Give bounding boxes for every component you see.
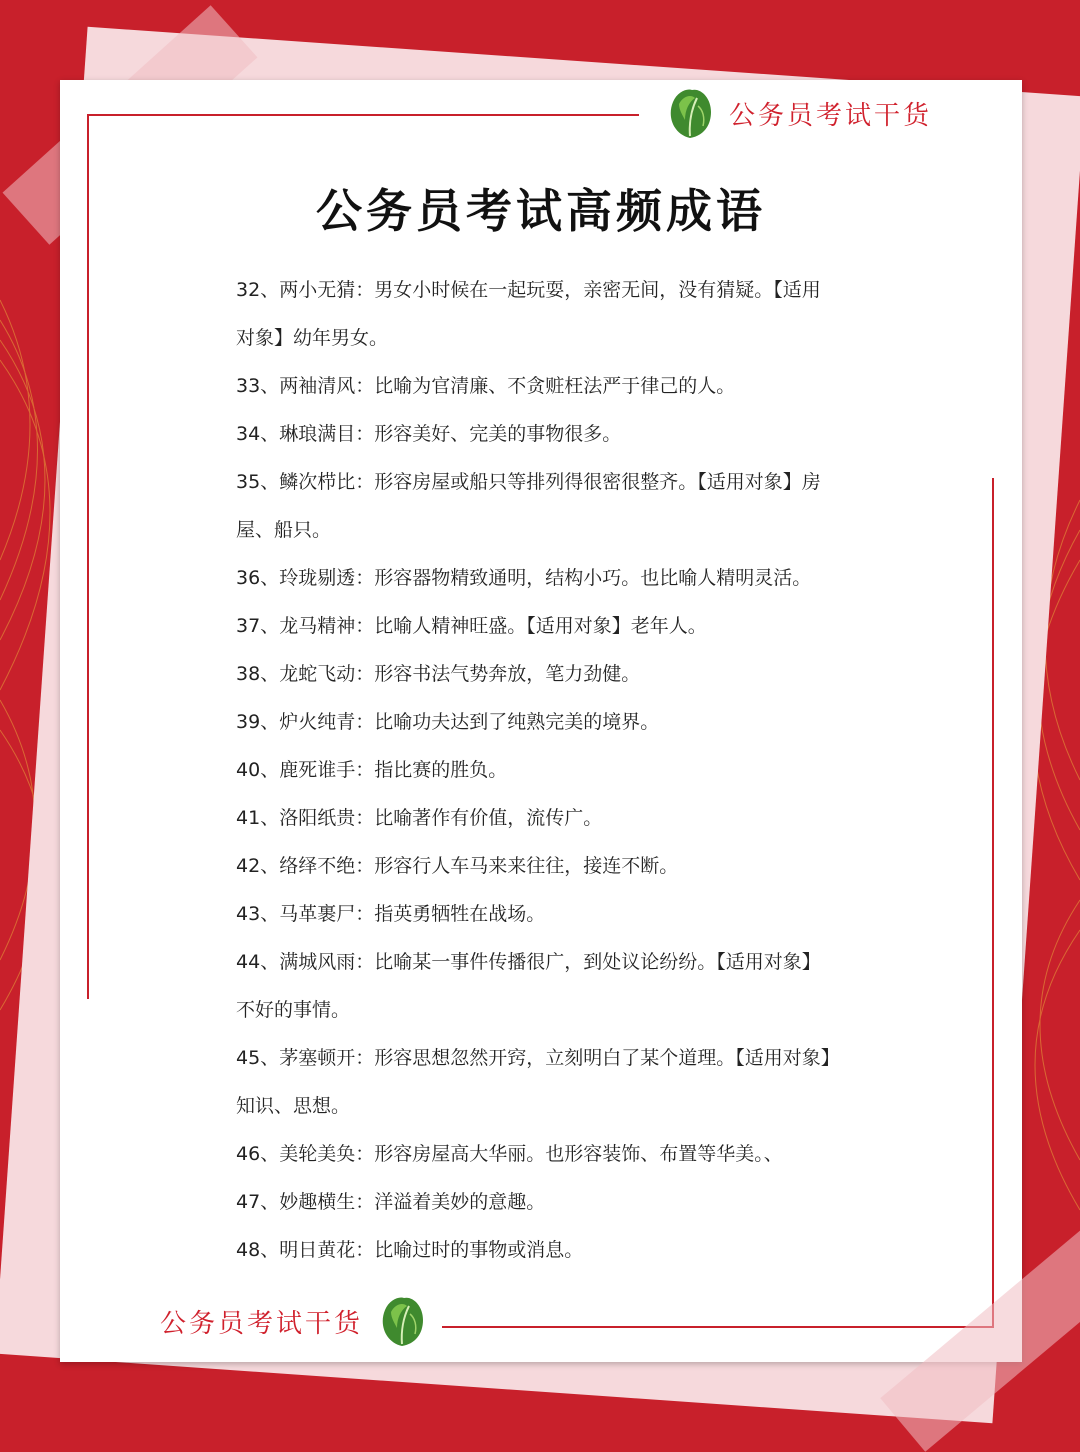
idiom-entry: [236, 842, 856, 890]
bottom-red-rule: [442, 1326, 994, 1328]
idiom-text: 、两袖清风：比喻为官清廉、不贪赃枉法严于律己的人。: [260, 375, 736, 397]
idiom-number: 33: [236, 375, 261, 397]
left-red-rule: [87, 114, 89, 999]
idiom-text: 对象】幼年男女。: [236, 327, 389, 349]
idiom-number: 46: [236, 1143, 261, 1165]
idiom-text: 知识、思想。: [236, 1095, 351, 1117]
idiom-number: 40: [236, 759, 261, 781]
idiom-text: 、龙马精神：比喻人精神旺盛。【适用对象】老年人。: [260, 615, 707, 637]
idiom-entry-continuation: [236, 986, 856, 1034]
idiom-text: 、洛阳纸贵：比喻著作有价值，流传广。: [260, 807, 603, 829]
footer-brand: [160, 1294, 427, 1348]
top-red-rule: [87, 114, 639, 116]
idiom-entry: [236, 746, 856, 794]
idiom-number: 39: [236, 711, 261, 733]
idiom-text: 、马革裹尸：指英勇牺牲在战场。: [260, 903, 546, 925]
idiom-text: 、鹿死谁手：指比赛的胜负。: [260, 759, 508, 781]
idiom-entry: [236, 794, 856, 842]
idiom-number: 35: [236, 471, 261, 493]
idiom-entry: [236, 458, 856, 506]
right-red-rule: [992, 478, 994, 1328]
idiom-entry: [236, 1034, 856, 1082]
footer-brand-text: 公务员考试干货: [160, 1308, 364, 1339]
idiom-entry: [236, 1178, 856, 1226]
idiom-number: 32: [236, 279, 261, 301]
idiom-entry: [236, 602, 856, 650]
idiom-entry: [236, 362, 856, 410]
idiom-number: 37: [236, 615, 261, 637]
idiom-number: 44: [236, 951, 261, 973]
idiom-number: 41: [236, 807, 261, 829]
idiom-entry: [236, 554, 856, 602]
idiom-entry: [236, 938, 856, 986]
idiom-number: 36: [236, 567, 261, 589]
idiom-text: 、玲珑剔透：形容器物精致通明，结构小巧。也比喻人精明灵活。: [260, 567, 812, 589]
idiom-entry: [236, 266, 856, 314]
idiom-number: 42: [236, 855, 261, 877]
idiom-entry: [236, 890, 856, 938]
idiom-text: 、妙趣横生：洋溢着美妙的意趣。: [260, 1191, 546, 1213]
cabbage-leaf-icon: [377, 1294, 427, 1348]
page-title: 公务员考试高频成语: [316, 184, 766, 238]
idiom-text: 、络绎不绝：形容行人车马来来往往，接连不断。: [260, 855, 679, 877]
idiom-entry: [236, 1226, 856, 1274]
cabbage-leaf-icon: [665, 86, 715, 140]
header-brand-text: 公务员考试干货: [729, 100, 933, 131]
idiom-text: 、两小无猜：男女小时候在一起玩耍，亲密无间，没有猜疑。【适用: [260, 279, 821, 301]
idiom-text: 、炉火纯青：比喻功夫达到了纯熟完美的境界。: [260, 711, 660, 733]
idiom-text: 、琳琅满目：形容美好、完美的事物很多。: [260, 423, 622, 445]
idiom-entry-continuation: [236, 506, 856, 554]
idiom-entry: [236, 410, 856, 458]
idiom-text: 不好的事情。: [236, 999, 351, 1021]
idiom-number: 38: [236, 663, 261, 685]
idiom-number: 47: [236, 1191, 261, 1213]
idiom-text: 、鳞次栉比：形容房屋或船只等排列得很密很整齐。【适用对象】房: [260, 471, 821, 493]
idiom-number: 43: [236, 903, 261, 925]
idiom-text: 、满城风雨：比喻某一事件传播很广，到处议论纷纷。【适用对象】: [260, 951, 821, 973]
idiom-text: 、茅塞顿开：形容思想忽然开窍，立刻明白了某个道理。【适用对象】: [260, 1047, 840, 1069]
idiom-text: 、美轮美奂：形容房屋高大华丽。也形容装饰、布置等华美。、: [260, 1143, 783, 1165]
idiom-number: 45: [236, 1047, 261, 1069]
idiom-text: 、明日黄花：比喻过时的事物或消息。: [260, 1239, 584, 1261]
idiom-entry: [236, 1130, 856, 1178]
idiom-entry-continuation: [236, 314, 856, 362]
idiom-entry: [236, 650, 856, 698]
idiom-number: 34: [236, 423, 261, 445]
header-brand: [665, 86, 932, 140]
idiom-entry-continuation: [236, 1082, 856, 1130]
idiom-list: [236, 266, 856, 1274]
document-paper: [60, 80, 1022, 1362]
idiom-number: 48: [236, 1239, 261, 1261]
idiom-text: 屋、船只。: [236, 519, 332, 541]
idiom-entry: [236, 698, 856, 746]
idiom-text: 、龙蛇飞动：形容书法气势奔放，笔力劲健。: [260, 663, 641, 685]
